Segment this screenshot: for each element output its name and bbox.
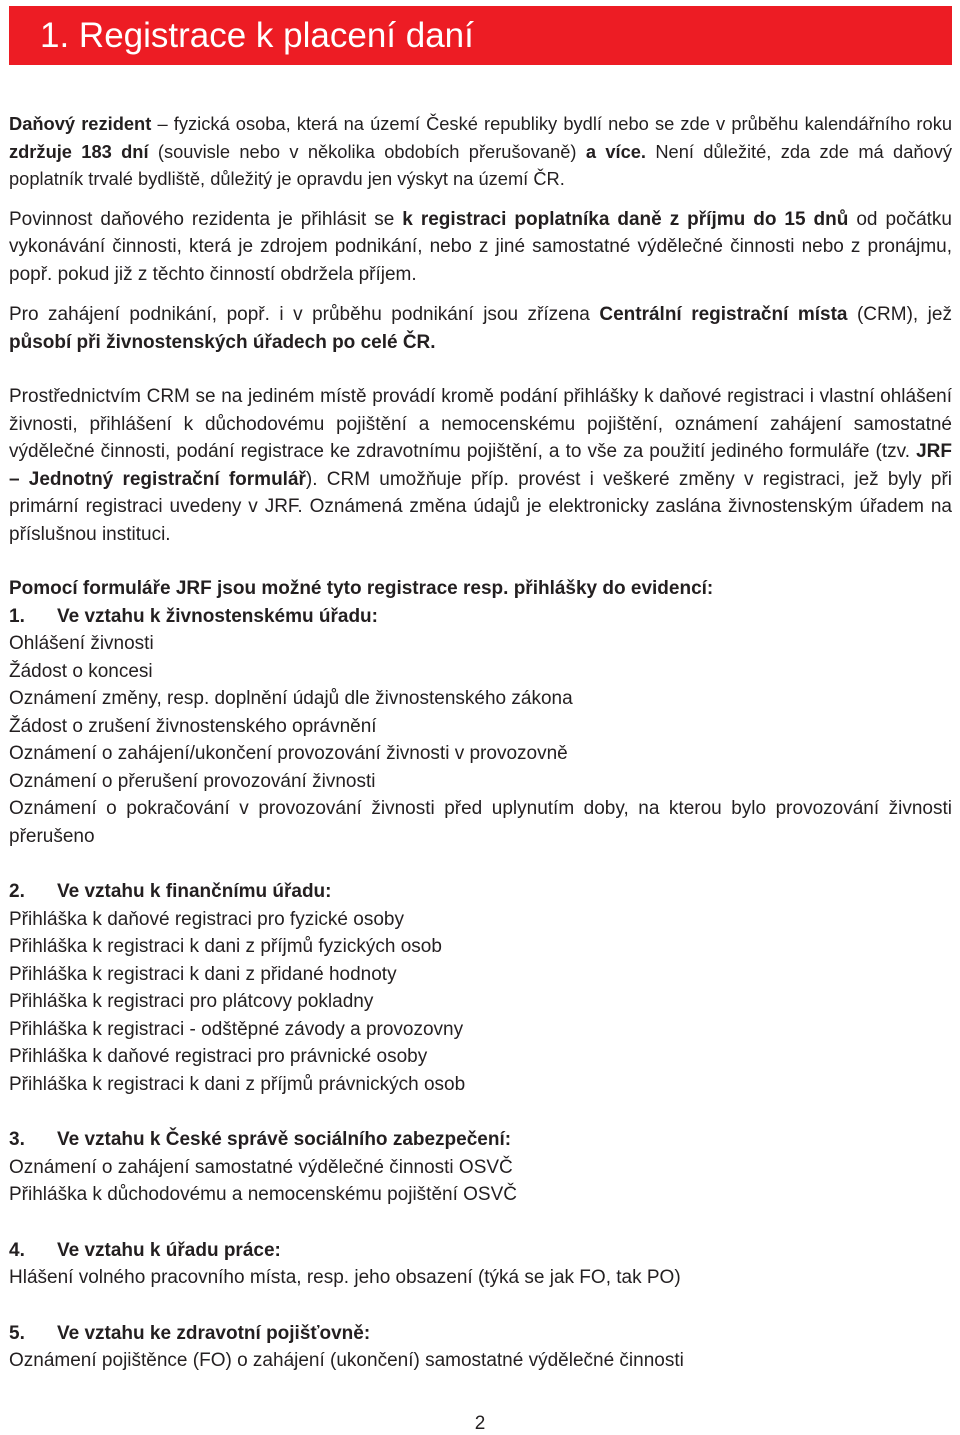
list-item: Přihláška k registraci k dani z přidané hodnoty <box>9 963 397 985</box>
obligation-paragraph: Povinnost daňového rezidenta je přihlásit se k registraci poplatníka daně z příjmu do 15 dnů od počátku vykonávání činnosti, která je zdrojem podnikání, nebo z jiné samostatné výdělečné činnosti nebo z pronájmu, popř. pokud již z těchto činností obdržela příjem. <box>9 208 952 285</box>
list-item: Oznámení o zahájení samostatné výdělečné činnosti OSVČ <box>9 1156 513 1178</box>
list-item: Žádost o zrušení živnostenského oprávnění <box>9 715 377 737</box>
list-item: Ohlášení živnosti <box>9 633 154 654</box>
list-item: Hlášení volného pracovního místa, resp. jeho obsazení (týká se jak FO, tak PO) <box>9 1267 681 1288</box>
list-item: Přihláška k daňové registraci pro právnické osoby <box>9 1046 428 1067</box>
section-heading: 2. Ve vztahu k finančnímu úřadu: <box>9 881 332 902</box>
section-heading: 1. Ve vztahu k živnostenskému úřadu: <box>9 605 378 627</box>
section-5 <box>9 1320 952 1375</box>
list-item: Přihláška k daňové registraci pro fyzické osoby <box>9 908 404 930</box>
section-heading: 5. Ve vztahu ke zdravotní pojišťovně: <box>9 1322 371 1344</box>
section-heading: 4. Ve vztahu k úřadu práce: <box>9 1239 281 1261</box>
resident-term: Daňový rezident <box>9 113 152 134</box>
section-header-bar <box>9 6 952 65</box>
list-item: Oznámení pojištěnce (FO) o zahájení (ukončení) samostatné výdělečné činnosti <box>9 1350 684 1371</box>
resident-paragraph: Daňový rezident – fyzická osoba, která na území České republiky bydlí nebo se zde v průběhu kalendářního roku zdržuje 183 dní (souvisle nebo v několika obdobích přerušovaně) a více. Není důležité, zda zde má daňový poplatník trvalé bydliště, důležitý je opravdu jen výskyt na území ČR. <box>9 113 953 189</box>
list-item: Žádost o koncesi <box>9 660 153 682</box>
list-item: Přihláška k registraci pro plátcovy pokladny <box>9 991 374 1012</box>
section-1 <box>9 603 952 851</box>
page-title: 1. Registrace k placení daní <box>40 16 474 55</box>
crm-services-paragraph: Prostřednictvím CRM se na jediném místě provádí kromě podání přihlášky k daňové registraci i vlastní ohlášení živnosti, přihlášení k důchodovému pojištění a nemocenskému pojištění, oznámení zahájení samostatné výdělečné činnosti, podání registrace ke zdravotnímu pojištění, a to vše za použití jediného formuláře (tzv. JRF – Jednotný registrační formulář). CRM umožňuje příp. provést i veškeré změny v registraci, jež byly při primární registraci uvedeny v JRF. Oznámená změna údajů je elektronicky zaslána živnostenským úřadem na příslušnou instituci. <box>9 386 952 545</box>
list-item: Přihláška k registraci k dani z příjmů fyzických osob <box>9 936 442 957</box>
section-heading: 3. Ve vztahu k České správě sociálního zabezpečení: <box>9 1129 512 1150</box>
list-item: Oznámení o pokračování v provozování živnosti před uplynutím doby, na kterou bylo provozování živnosti přerušeno <box>9 798 952 847</box>
list-item: Přihláška k důchodovému a nemocenskému pojištění OSVČ <box>9 1184 517 1205</box>
crm-paragraph: Pro zahájení podnikání, popř. i v průběhu podnikání jsou zřízena Centrální registrační místa (CRM), jež působí při živnostenských úřadech po celé ČR. <box>9 304 952 353</box>
page-number: 2 <box>474 1413 486 1434</box>
list-item: Oznámení o přerušení provozování živnosti <box>9 770 376 792</box>
section-4 <box>9 1237 952 1292</box>
section-3 <box>9 1126 952 1209</box>
jrf-heading: Pomocí formuláře JRF jsou možné tyto registrace resp. přihlášky do evidencí: <box>9 578 714 599</box>
list-item: Oznámení o zahájení/ukončení provozování živnosti v provozovně <box>9 743 568 764</box>
section-2 <box>9 878 952 1098</box>
list-item: Přihláška k registraci k dani z příjmů právnických osob <box>9 1073 466 1095</box>
list-item: Oznámení změny, resp. doplnění údajů dle živnostenského zákona <box>9 688 573 709</box>
document-body <box>9 110 952 1375</box>
list-item: Přihláška k registraci - odštěpné závody a provozovny <box>9 1018 464 1040</box>
